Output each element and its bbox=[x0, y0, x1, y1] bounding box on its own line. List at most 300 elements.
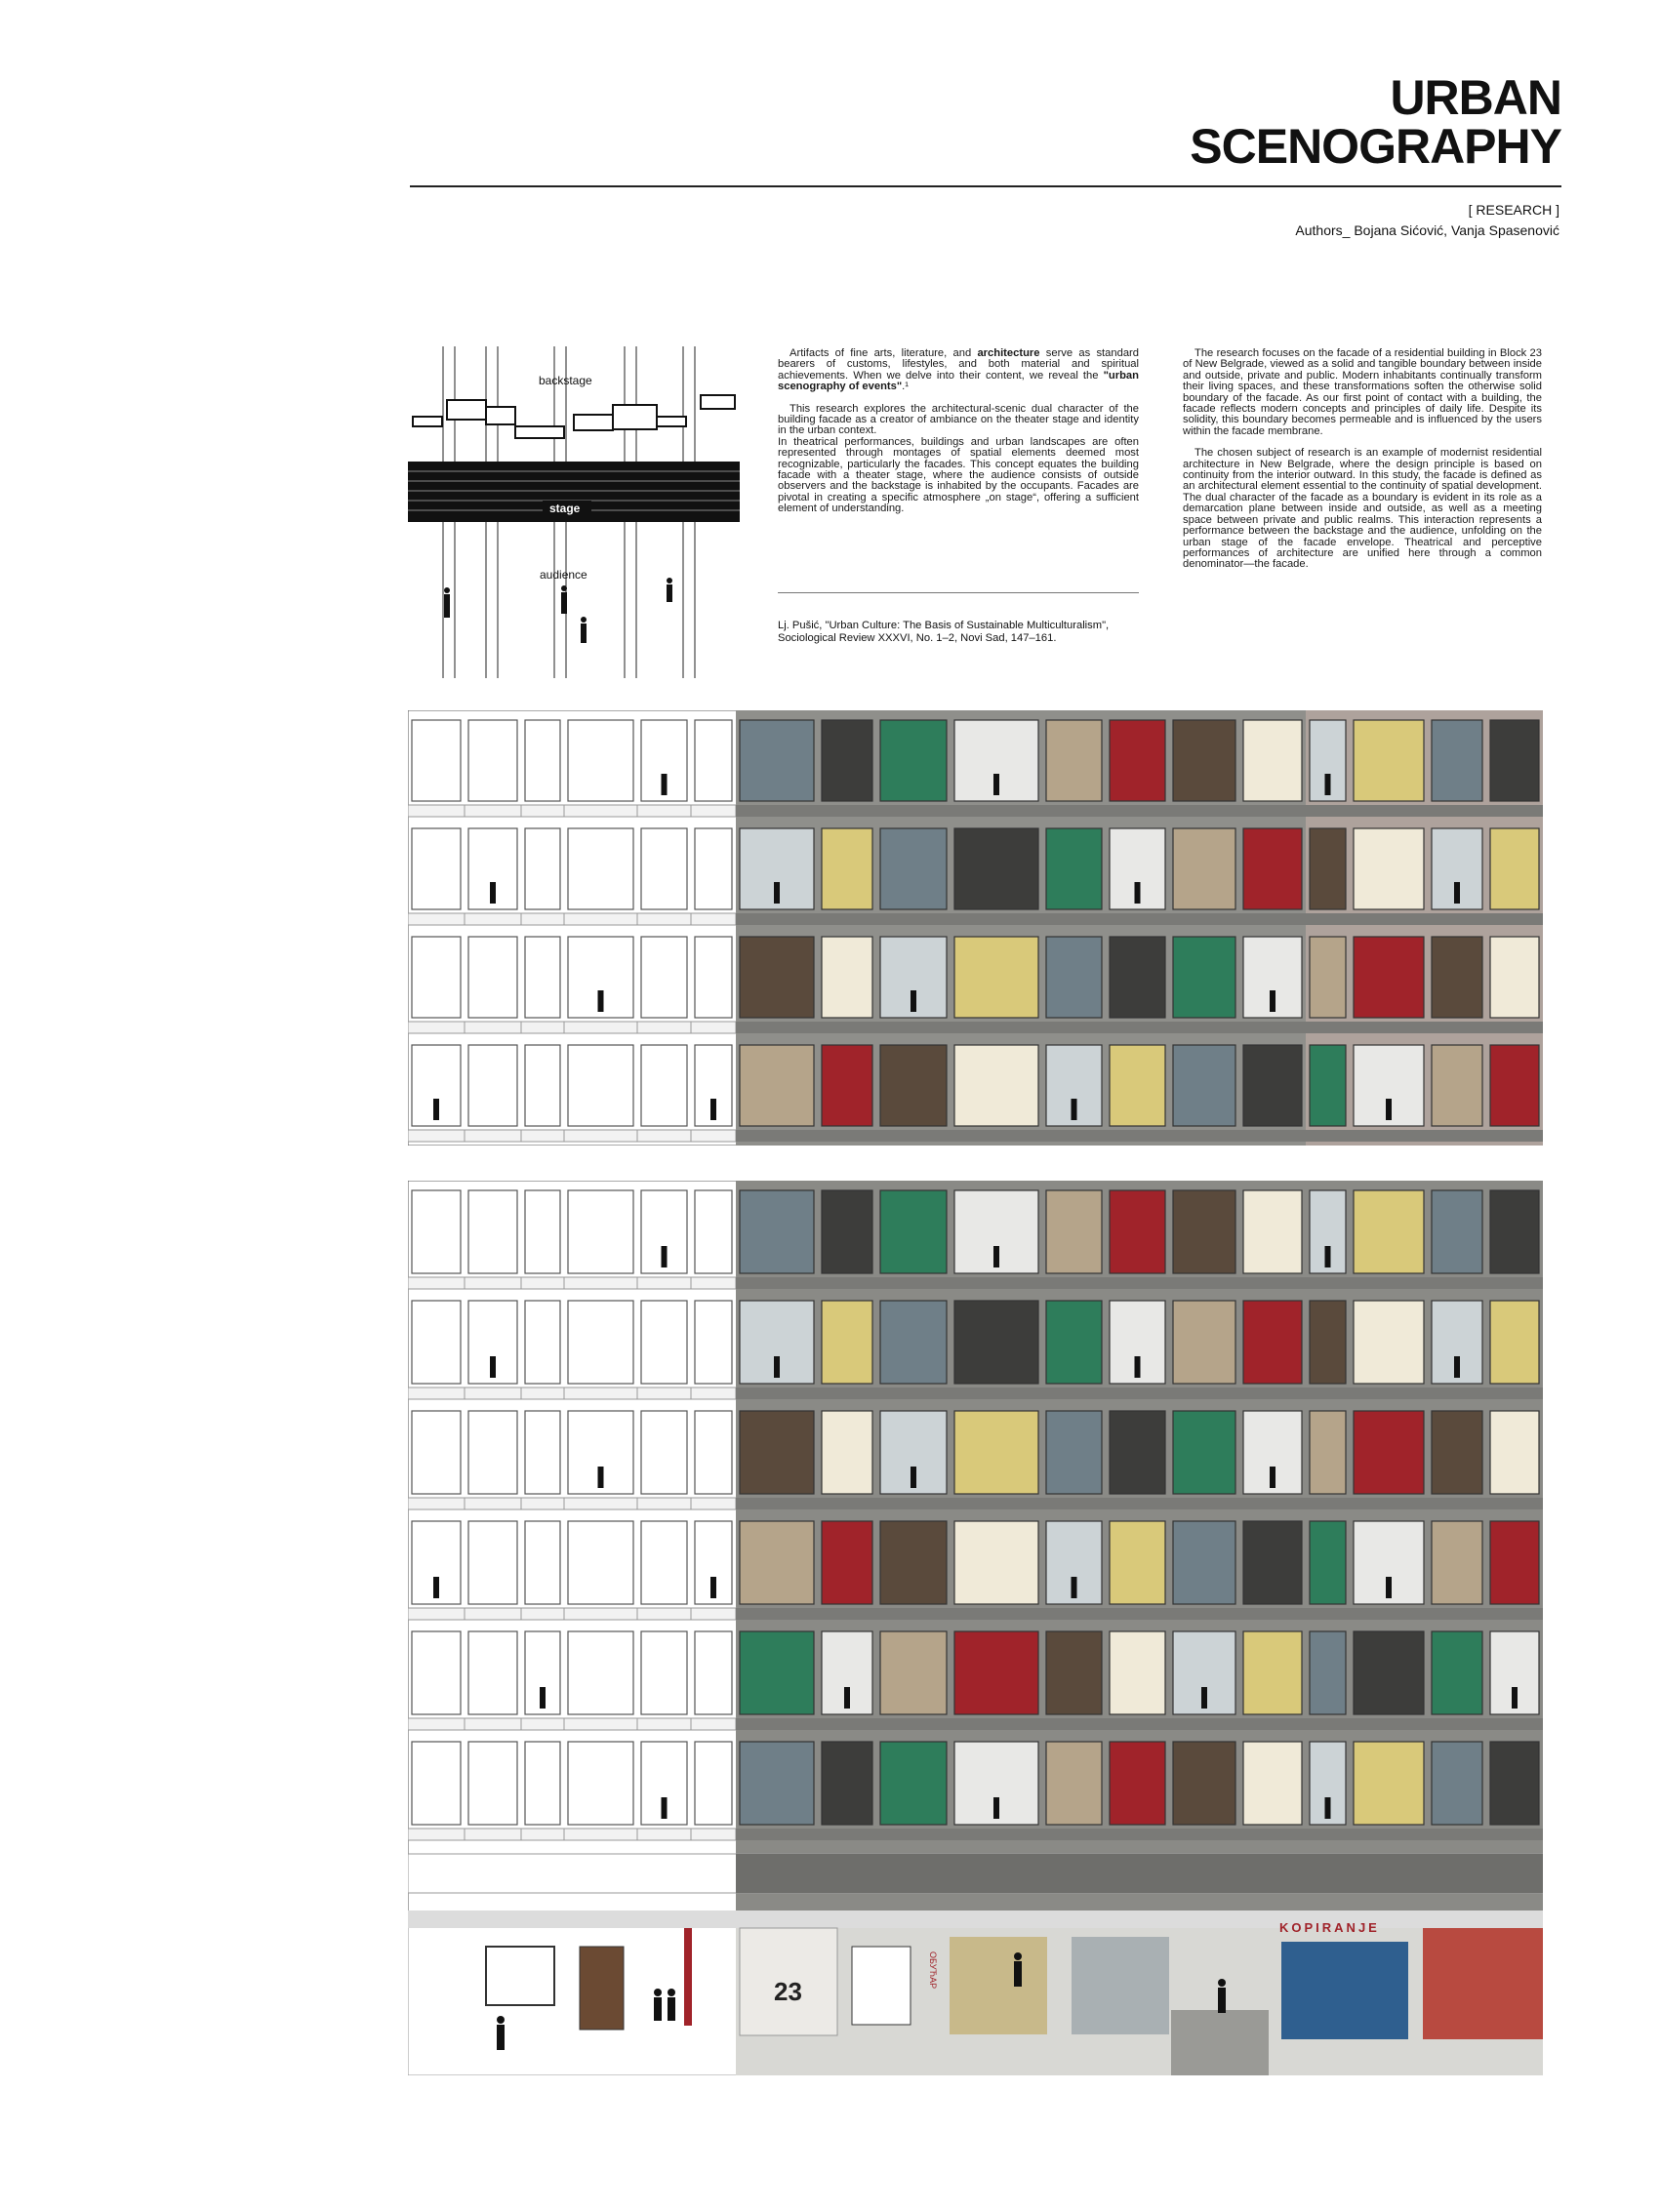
floor-slab bbox=[1042, 805, 1106, 817]
poster-title bbox=[1152, 70, 1561, 174]
facade-window bbox=[1490, 828, 1539, 909]
floor-slab bbox=[1239, 1277, 1306, 1289]
floor-slab bbox=[1239, 1130, 1306, 1142]
floor-slab bbox=[951, 1498, 1042, 1509]
floor-slab bbox=[1350, 1829, 1428, 1840]
facade-window bbox=[468, 1742, 517, 1825]
floor-slab bbox=[691, 805, 736, 817]
facade-window bbox=[412, 1190, 461, 1273]
floor-slab bbox=[876, 805, 951, 817]
facade-window bbox=[412, 937, 461, 1018]
resident-silhouette bbox=[1201, 1687, 1207, 1709]
floor-slab bbox=[1042, 1130, 1106, 1142]
floor-slab bbox=[1239, 1718, 1306, 1730]
facade-window bbox=[1310, 828, 1346, 909]
floor-slab bbox=[1106, 913, 1169, 925]
facade-window bbox=[1490, 1045, 1539, 1126]
facade-window bbox=[880, 828, 947, 909]
floor-slab bbox=[818, 1277, 876, 1289]
floor-slab bbox=[1239, 1498, 1306, 1509]
resident-silhouette bbox=[1454, 1356, 1460, 1378]
facade-window bbox=[740, 1411, 814, 1494]
facade-window bbox=[525, 1301, 560, 1384]
floor-slab bbox=[1350, 1277, 1428, 1289]
floor-slab bbox=[1106, 1829, 1169, 1840]
resident-silhouette bbox=[662, 1797, 668, 1819]
floor-slab bbox=[408, 1388, 465, 1399]
floor-slab bbox=[818, 1022, 876, 1033]
col1-paragraph-1: Artifacts of fine arts, literature, and architecture serve as standard bearers of customs, lifestyles, and both material and spiritual achievements. When we delve into their content, we reveal the "urban scenography of events".¹ bbox=[778, 347, 1139, 393]
floor-slab bbox=[465, 1498, 521, 1509]
facade-window bbox=[1354, 720, 1424, 801]
shop-sign-obucar: ОБУЋАР bbox=[928, 1951, 938, 1990]
resident-silhouette bbox=[1512, 1687, 1518, 1709]
facade-window bbox=[954, 937, 1038, 1018]
floor-slab bbox=[876, 1718, 951, 1730]
facade-window bbox=[1432, 1190, 1482, 1273]
facade-window bbox=[1243, 1631, 1302, 1714]
facade-window bbox=[822, 720, 872, 801]
facade-window bbox=[822, 1411, 872, 1494]
facade-window bbox=[641, 1631, 687, 1714]
floor-slab bbox=[1306, 1130, 1350, 1142]
facade-window bbox=[1432, 1742, 1482, 1825]
floor-slab bbox=[637, 1022, 691, 1033]
facade-window bbox=[740, 1631, 814, 1714]
floor-slab bbox=[1306, 805, 1350, 817]
floor-slab bbox=[691, 1388, 736, 1399]
floor-slab bbox=[521, 1022, 564, 1033]
floor-slab bbox=[564, 1608, 637, 1620]
facade-window bbox=[412, 1742, 461, 1825]
facade-window bbox=[1243, 1301, 1302, 1384]
floor-slab bbox=[408, 1130, 465, 1142]
facade-window bbox=[525, 1411, 560, 1494]
resident-silhouette bbox=[540, 1687, 546, 1709]
facade-window bbox=[1354, 1301, 1424, 1384]
floor-slab bbox=[1169, 1022, 1239, 1033]
floor-slab bbox=[951, 1608, 1042, 1620]
facade-window bbox=[525, 1521, 560, 1604]
facade-window bbox=[1354, 937, 1424, 1018]
floor-slab bbox=[1486, 1388, 1543, 1399]
facade-window bbox=[740, 720, 814, 801]
facade-window bbox=[1173, 1301, 1235, 1384]
floor-slab bbox=[1306, 1277, 1350, 1289]
facade-window bbox=[641, 1521, 687, 1604]
floor-slab bbox=[951, 1277, 1042, 1289]
floor-slab bbox=[1486, 1277, 1543, 1289]
facade-window bbox=[1173, 1190, 1235, 1273]
resident-silhouette bbox=[710, 1099, 716, 1120]
floor-slab bbox=[1486, 1608, 1543, 1620]
resident-silhouette bbox=[433, 1577, 439, 1598]
floor-slab bbox=[1169, 1608, 1239, 1620]
floor-slab bbox=[465, 1388, 521, 1399]
facade-window bbox=[954, 1045, 1038, 1126]
floor-slab bbox=[1428, 1277, 1486, 1289]
facade-window bbox=[1243, 1045, 1302, 1126]
facade-window bbox=[1243, 828, 1302, 909]
floor-slab bbox=[465, 1277, 521, 1289]
resident-silhouette bbox=[1135, 1356, 1141, 1378]
floor-slab bbox=[1169, 1130, 1239, 1142]
facade-window bbox=[1046, 828, 1102, 909]
facade-window bbox=[1310, 1045, 1346, 1126]
floor-slab bbox=[1428, 1608, 1486, 1620]
floor-slab bbox=[637, 1718, 691, 1730]
floor-slab bbox=[521, 1388, 564, 1399]
floor-slab bbox=[691, 1022, 736, 1033]
floor-slab bbox=[876, 1829, 951, 1840]
resident-silhouette bbox=[1270, 990, 1275, 1012]
floor-slab bbox=[1428, 1718, 1486, 1730]
facade-window bbox=[568, 1631, 633, 1714]
resident-silhouette bbox=[774, 1356, 780, 1378]
resident-silhouette bbox=[1072, 1099, 1077, 1120]
facade-window bbox=[1432, 1411, 1482, 1494]
floor-slab bbox=[876, 1022, 951, 1033]
floor-slab bbox=[1428, 1388, 1486, 1399]
facade-window bbox=[568, 1190, 633, 1273]
floor-slab bbox=[818, 1388, 876, 1399]
floor-slab bbox=[1169, 1829, 1239, 1840]
facade-window bbox=[412, 720, 461, 801]
facade-window bbox=[525, 1045, 560, 1126]
floor-slab bbox=[1486, 1022, 1543, 1033]
floor-slab bbox=[521, 913, 564, 925]
floor-slab bbox=[637, 913, 691, 925]
resident-silhouette bbox=[433, 1099, 439, 1120]
floor-slab bbox=[1428, 1130, 1486, 1142]
facade-window bbox=[954, 1301, 1038, 1384]
facade-window bbox=[1173, 1045, 1235, 1126]
resident-silhouette bbox=[1325, 1797, 1331, 1819]
floor-slab bbox=[1106, 805, 1169, 817]
facade-window bbox=[1110, 937, 1165, 1018]
floor-slab bbox=[736, 1498, 818, 1509]
floor-slab bbox=[1169, 913, 1239, 925]
floor-slab bbox=[408, 1718, 465, 1730]
floor-slab bbox=[1306, 1388, 1350, 1399]
floor-slab bbox=[465, 1022, 521, 1033]
resident-silhouette bbox=[1072, 1577, 1077, 1598]
floor-slab bbox=[1350, 1608, 1428, 1620]
floor-slab bbox=[465, 805, 521, 817]
floor-slab bbox=[1042, 1022, 1106, 1033]
text-column-2 bbox=[1183, 348, 1542, 582]
floor-slab bbox=[637, 1277, 691, 1289]
facade-window bbox=[740, 1521, 814, 1604]
facade-window bbox=[525, 720, 560, 801]
resident-silhouette bbox=[993, 1797, 999, 1819]
floor-slab bbox=[1239, 1608, 1306, 1620]
facade-window bbox=[695, 1301, 732, 1384]
facade-window bbox=[468, 1521, 517, 1604]
floor-slab bbox=[1239, 1829, 1306, 1840]
facade-window bbox=[1490, 1521, 1539, 1604]
facade-window bbox=[1173, 720, 1235, 801]
floor-slab bbox=[691, 1277, 736, 1289]
floor-slab bbox=[408, 1608, 465, 1620]
floor-slab bbox=[951, 1022, 1042, 1033]
floor-slab bbox=[1169, 1277, 1239, 1289]
floor-slab bbox=[691, 1608, 736, 1620]
floor-slab bbox=[465, 1608, 521, 1620]
floor-slab bbox=[1428, 1022, 1486, 1033]
facade-window bbox=[641, 1411, 687, 1494]
facade-window bbox=[1432, 1045, 1482, 1126]
floor-slab bbox=[1239, 1022, 1306, 1033]
facade-window bbox=[641, 1301, 687, 1384]
floor-slab bbox=[637, 805, 691, 817]
facade-window bbox=[822, 1045, 872, 1126]
col1-paragraph-3: In theatrical performances, buildings and urban landscapes are often represented through montages of spatial elements deemed most recognizable, particularly the facades. This concept equates the building facade with a theater stage, where the audience consists of outside observers and the backstage is inhabited by the occupants. Facades are pivotal in creating a specific atmosphere „on stage“, offering a sufficient element of understanding. bbox=[778, 435, 1139, 515]
floor-slab bbox=[1306, 1498, 1350, 1509]
floor-slab bbox=[1428, 1829, 1486, 1840]
facade-window bbox=[468, 1411, 517, 1494]
floor-slab bbox=[1106, 1277, 1169, 1289]
facade-window bbox=[1173, 828, 1235, 909]
facade-elevation-full bbox=[408, 1181, 1543, 2075]
facade-window bbox=[1173, 1742, 1235, 1825]
facade-window bbox=[568, 720, 633, 801]
floor-slab bbox=[1428, 913, 1486, 925]
floor-slab bbox=[1042, 1277, 1106, 1289]
col2-paragraph-1: The research focuses on the facade of a residential building in Block 23 of New Belgrade, viewed as a solid and tangible boundary between inside and outside, private and public. Modern inhabitants continually transform their living spaces, and these transformations soften the otherwise solid boundary of the facade. As our first point of contact with a building, the facade reflects modern concepts and principles of daily life. Despite its solidity, this boundary becomes permeable and is influenced by the users within the facade membrane. bbox=[1183, 347, 1542, 437]
resident-silhouette bbox=[598, 990, 604, 1012]
floor-slab bbox=[691, 913, 736, 925]
floor-slab bbox=[564, 1022, 637, 1033]
facade-window bbox=[1173, 1411, 1235, 1494]
floor-slab bbox=[951, 805, 1042, 817]
facade-window bbox=[954, 1521, 1038, 1604]
floor-slab bbox=[691, 1130, 736, 1142]
floor-slab bbox=[408, 913, 465, 925]
floor-slab bbox=[465, 1718, 521, 1730]
facade-window bbox=[1310, 1301, 1346, 1384]
floor-slab bbox=[564, 1130, 637, 1142]
facade-window bbox=[468, 937, 517, 1018]
floor-slab bbox=[1306, 1022, 1350, 1033]
floor-slab bbox=[876, 913, 951, 925]
floor-slab bbox=[1042, 1388, 1106, 1399]
facade-window bbox=[880, 1631, 947, 1714]
floor-slab bbox=[1239, 1388, 1306, 1399]
facade-window bbox=[1490, 1411, 1539, 1494]
facade-window bbox=[822, 828, 872, 909]
facade-window bbox=[880, 1742, 947, 1825]
floor-slab bbox=[1350, 1498, 1428, 1509]
facade-window bbox=[412, 1301, 461, 1384]
floor-slab bbox=[951, 913, 1042, 925]
floor-slab bbox=[1106, 1022, 1169, 1033]
facade-window bbox=[568, 1301, 633, 1384]
resident-silhouette bbox=[1135, 882, 1141, 904]
facade-window bbox=[1046, 1301, 1102, 1384]
resident-silhouette bbox=[1325, 1246, 1331, 1267]
floor-slab bbox=[637, 1608, 691, 1620]
facade-window bbox=[1432, 720, 1482, 801]
floor-slab bbox=[637, 1498, 691, 1509]
floor-slab bbox=[1169, 1388, 1239, 1399]
floor-slab bbox=[521, 1130, 564, 1142]
facade-window bbox=[1432, 1521, 1482, 1604]
floor-slab bbox=[564, 1829, 637, 1840]
floor-slab bbox=[1306, 1829, 1350, 1840]
facade-window bbox=[1173, 1521, 1235, 1604]
facade-window bbox=[740, 937, 814, 1018]
floor-slab bbox=[465, 913, 521, 925]
facade-window bbox=[468, 1190, 517, 1273]
floor-slab bbox=[876, 1498, 951, 1509]
resident-silhouette bbox=[993, 774, 999, 795]
facade-window bbox=[1110, 720, 1165, 801]
floor-slab bbox=[1486, 913, 1543, 925]
floor-slab bbox=[637, 1829, 691, 1840]
resident-silhouette bbox=[1270, 1467, 1275, 1488]
facade-window bbox=[740, 1742, 814, 1825]
floor-slab bbox=[1239, 913, 1306, 925]
floor-slab bbox=[1169, 1498, 1239, 1509]
facade-window bbox=[641, 937, 687, 1018]
resident-silhouette bbox=[490, 1356, 496, 1378]
facade-window bbox=[1490, 1190, 1539, 1273]
floor-slab bbox=[1042, 1498, 1106, 1509]
facade-window bbox=[568, 1742, 633, 1825]
floor-slab bbox=[736, 1718, 818, 1730]
facade-window bbox=[1354, 1742, 1424, 1825]
facade-window bbox=[641, 828, 687, 909]
floor-slab bbox=[1169, 805, 1239, 817]
resident-silhouette bbox=[598, 1467, 604, 1488]
facade-window bbox=[1110, 1045, 1165, 1126]
resident-silhouette bbox=[1325, 774, 1331, 795]
floor-slab bbox=[691, 1498, 736, 1509]
facade-window bbox=[880, 1301, 947, 1384]
floor-slab bbox=[1042, 1718, 1106, 1730]
facade-window bbox=[1110, 1631, 1165, 1714]
facade-window bbox=[1490, 1301, 1539, 1384]
facade-window bbox=[568, 1521, 633, 1604]
footnote-rule bbox=[778, 592, 1139, 593]
title-line-1: URBAN bbox=[1390, 70, 1561, 125]
facade-window bbox=[525, 828, 560, 909]
facade-window bbox=[1243, 1190, 1302, 1273]
floor-slab bbox=[521, 1498, 564, 1509]
facade-window bbox=[568, 1045, 633, 1126]
floor-slab bbox=[736, 1277, 818, 1289]
footnote: Lj. Pušić, "Urban Culture: The Basis of Sustainable Multiculturalism", Sociological Review XXXVI, No. 1–2, Novi Sad, 147–161. bbox=[778, 620, 1110, 644]
floor-slab bbox=[951, 1829, 1042, 1840]
facade-window bbox=[1310, 1521, 1346, 1604]
floor-slab bbox=[736, 1388, 818, 1399]
facade-window bbox=[740, 1045, 814, 1126]
floor-slab bbox=[818, 1829, 876, 1840]
facade-window bbox=[1243, 1742, 1302, 1825]
facade-window bbox=[568, 828, 633, 909]
floor-slab bbox=[818, 1498, 876, 1509]
floor-slab bbox=[564, 1388, 637, 1399]
facade-window bbox=[1490, 937, 1539, 1018]
facade-window bbox=[1046, 720, 1102, 801]
floor-slab bbox=[951, 1718, 1042, 1730]
floor-slab bbox=[1350, 805, 1428, 817]
floor-slab bbox=[564, 1498, 637, 1509]
floor-slab bbox=[736, 913, 818, 925]
facade-window bbox=[641, 1045, 687, 1126]
facade-window bbox=[1173, 937, 1235, 1018]
floor-slab bbox=[408, 1498, 465, 1509]
floor-slab bbox=[521, 1608, 564, 1620]
resident-silhouette bbox=[774, 882, 780, 904]
resident-silhouette bbox=[993, 1246, 999, 1267]
facade-window bbox=[740, 1190, 814, 1273]
facade-window bbox=[822, 1521, 872, 1604]
facade-window bbox=[954, 1411, 1038, 1494]
floor-slab bbox=[564, 1718, 637, 1730]
facade-window bbox=[1046, 1631, 1102, 1714]
floor-slab bbox=[1106, 1130, 1169, 1142]
floor-slab bbox=[818, 1130, 876, 1142]
facade-window bbox=[1310, 1631, 1346, 1714]
resident-silhouette bbox=[1386, 1577, 1392, 1598]
facade-window bbox=[1110, 1411, 1165, 1494]
label-stage: stage bbox=[549, 502, 581, 515]
floor-slab bbox=[1106, 1388, 1169, 1399]
floor-slab bbox=[1486, 1130, 1543, 1142]
floor-slab bbox=[818, 1718, 876, 1730]
floor-slab bbox=[818, 805, 876, 817]
floor-slab bbox=[1350, 1388, 1428, 1399]
floor-slab bbox=[1486, 1498, 1543, 1509]
floor-slab bbox=[691, 1829, 736, 1840]
floor-slab bbox=[521, 1829, 564, 1840]
floor-slab bbox=[1042, 1608, 1106, 1620]
col1-paragraph-2: This research explores the architectural-scenic dual character of the building facade as a creator of ambiance on the theater stage and identity in the urban context. bbox=[778, 402, 1139, 437]
facade-window bbox=[525, 1190, 560, 1273]
floor-slab bbox=[1306, 913, 1350, 925]
facade-window bbox=[880, 720, 947, 801]
floor-slab bbox=[1350, 1130, 1428, 1142]
label-audience: audience bbox=[540, 568, 587, 582]
facade-window bbox=[954, 828, 1038, 909]
floor-slab bbox=[736, 805, 818, 817]
floor-slab bbox=[1169, 1718, 1239, 1730]
floor-slab bbox=[521, 805, 564, 817]
facade-window bbox=[880, 1045, 947, 1126]
floor-slab bbox=[564, 805, 637, 817]
facade-window bbox=[1046, 1411, 1102, 1494]
facade-window bbox=[880, 1521, 947, 1604]
facade-window bbox=[1432, 1631, 1482, 1714]
floor-slab bbox=[1428, 805, 1486, 817]
floor-slab bbox=[1350, 1022, 1428, 1033]
facade-window bbox=[695, 1631, 732, 1714]
floor-slab bbox=[465, 1130, 521, 1142]
floor-slab bbox=[465, 1829, 521, 1840]
resident-silhouette bbox=[662, 1246, 668, 1267]
floor-slab bbox=[736, 1022, 818, 1033]
floor-slab bbox=[1239, 805, 1306, 817]
floor-slab bbox=[1042, 913, 1106, 925]
block-number-sign: 23 bbox=[774, 1977, 802, 2006]
facade-window bbox=[695, 1742, 732, 1825]
facade-window bbox=[822, 1742, 872, 1825]
floor-slab bbox=[951, 1130, 1042, 1142]
facade-window bbox=[1354, 1411, 1424, 1494]
facade-window bbox=[1354, 1190, 1424, 1273]
